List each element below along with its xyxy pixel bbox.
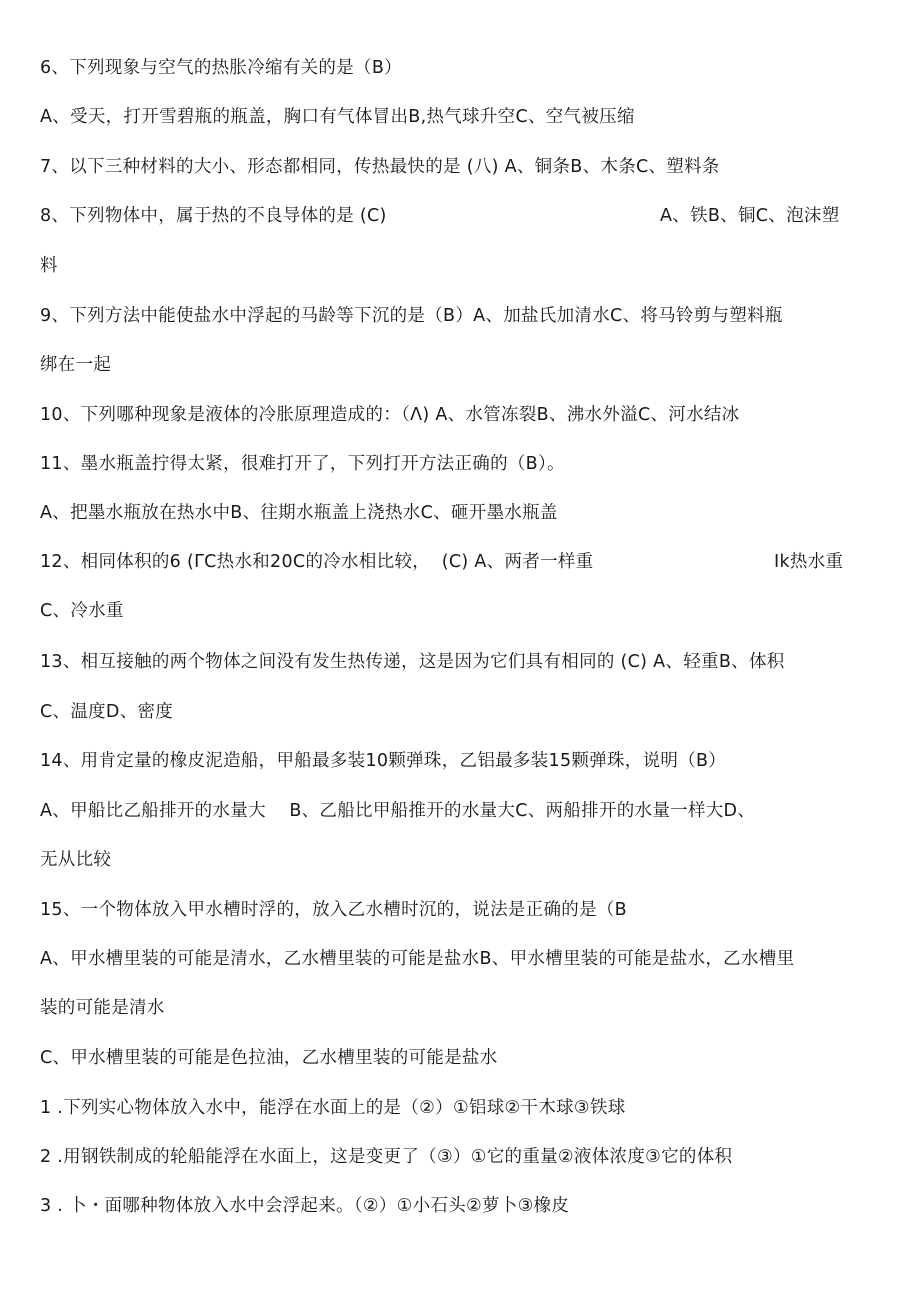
q10-question: 10、下列哪种现象是液体的冷胀原理造成的：（Λ) A、水管冻裂B、沸水外溢C、河水结冰 (40, 405, 740, 425)
q9-question: 9、下列方法中能使盐水中浮起的马龄等下沉的是（B）A、加盐氏加清水C、将马铃剪与塑料瓶 (40, 306, 783, 326)
q8-question: 8、下列物体中，属于热的不良导体的是 (C) (40, 206, 387, 226)
item-3: 3 . 卜・面哪种物体放入水中会浮起来。（②）①小石头②萝卜③橡皮 (40, 1196, 570, 1216)
q11-question: 11、墨水瓶盖拧得太紧，很难打开了，下列打开方法正确的（B）。 (40, 454, 565, 474)
q14-options-cont: 无从比较 (40, 850, 112, 870)
q8-options-cont: 料 (40, 256, 58, 276)
q7-question: 7、以下三种材料的大小、形态都相同，传热最快的是 (八) A、铜条B、木条C、塑料条 (40, 157, 720, 177)
q6-question: 6、下列现象与空气的热胀冷缩有关的是（B） (40, 58, 402, 78)
q12-option-c: C、冷水重 (40, 601, 124, 621)
q15-option-c: C、甲水槽里装的可能是色拉油，乙水槽里装的可能是盐水 (40, 1048, 498, 1068)
q6-options: A、受天，打开雪碧瓶的瓶盖，胸口有气体冒出B,热气球升空C、空气被压缩 (40, 107, 635, 127)
q13-options-cont: C、温度D、密度 (40, 702, 174, 722)
q13-question: 13、相互接触的两个物体之间没有发生热传递，这是因为它们具有相同的 (C) A、轻重B、体积 (40, 652, 785, 672)
q15-option-b-cont: 装的可能是清水 (40, 998, 165, 1018)
q15-question: 15、一个物体放入甲水槽时浮的，放入乙水槽时沉的，说法是正确的是（B (40, 900, 627, 920)
q11-options: A、把墨水瓶放在热水中B、往期水瓶盖上浇热水C、砸开墨水瓶盖 (40, 503, 558, 523)
item-2: 2 .用钢铁制成的轮船能浮在水面上，这是变更了（③）①它的重量②液体浓度③它的体积 (40, 1147, 733, 1167)
q15-option-ab: A、甲水槽里装的可能是清水，乙水槽里装的可能是盐水B、甲水槽里装的可能是盐水，乙水槽里 (40, 949, 795, 969)
q12-question: 12、相同体积的6 (ΓC热水和20C的冷水相比较， (C) A、两者一样重 (40, 552, 594, 572)
item-1: 1 .下列实心物体放入水中，能浮在水面上的是（②）①铝球②干木球③铁球 (40, 1098, 626, 1118)
q14-options: A、甲船比乙船排开的水量大 B、乙船比甲船推开的水量大C、两船排开的水量一样大D、 (40, 801, 756, 821)
q14-question: 14、用肯定量的橡皮泥造船，甲船最多装10颗弹珠，乙铝最多装15颗弹珠，说明（B） (40, 751, 727, 771)
q8-options: A、铁B、铜C、泡沫塑 (660, 206, 840, 226)
q12-option-b: Ik热水重 (774, 552, 844, 572)
q9-options-cont: 绑在一起 (40, 355, 112, 375)
